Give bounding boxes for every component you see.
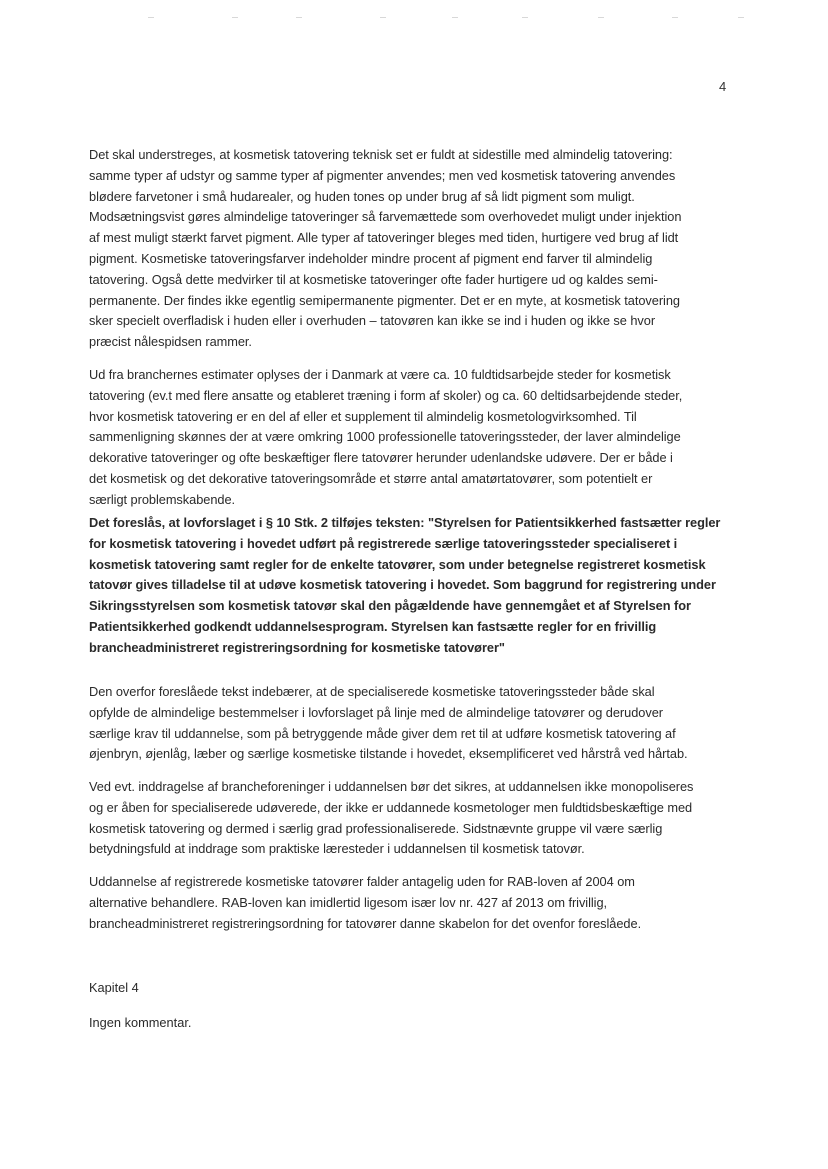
- scan-artifacts: [0, 14, 828, 24]
- paragraph-implications: Den overfor foreslåede tekst indebærer, at de specialiserede kosmetiske tatoveringssteder både skal opfylde de almindelige bestemmelser i lovforslaget på linje med de almindelige tatovører og derudover særlige krav til uddannelse, som på betryggende måde giver dem ret til at udføre kosmetisk tatovering af øjenbryn, øjenlåg, læber og særlige kosmetiske tilstande i hovedet, eksemplificeret ved hårstrå ved hårtab.: [89, 684, 688, 762]
- chapter-heading: Kapitel 4: [89, 980, 139, 995]
- document-body: [89, 145, 734, 946]
- paragraph-proposal: Det foreslås, at lovforslaget i § 10 Stk. 2 tilføjes teksten: "Styrelsen for Patientsikkerhed fastsætter regler for kosmetisk tatovering i hovedet udført på registrerede særlige tatoveringssteder specialiseret i kosmetisk tatovering samt regler for de enkelte tatovører, som under betegnelse registreret kosmetisk tatovør gives tilladelse til at udøve kosmetisk tatovering i hovedet. Som baggrund for registrering under Sikringsstyrelsen som kosmetisk tatovør skal den pågældende have gennemgået et af Styrelsen for Patientsikkerhed godkendt uddannelsesprogram. Styrelsen kan fastsætte regler for en frivillig brancheadministreret registreringsordning for kosmetiske tatovører": [89, 515, 721, 655]
- paragraph-technique: Det skal understreges, at kosmetisk tatovering teknisk set er fuldt at sidestille med almindelig tatovering: samme typer af udstyr og samme typer af pigmenter anvendes; men ved kosmetisk tatovering anvendes blødere farvetoner i små hudarealer, og huden tones op under brug af så lidt pigment som muligt. Modsætningsvist gøres almindelige tatoveringer så farvemættede som overhovedet muligt under injektion af mest muligt stærkt farvet pigment. Alle typer af tatoveringer bleges med tiden, hurtigere ved brug af lidt pigment. Kosmetiske tatoveringsfarver indeholder mindre procent af pigment end farver til almindelig tatovering. Også dette medvirker til at kosmetiske tatoveringer ofte fader hurtigere ud og kaldes semi- permanente. Der findes ikke egentlig semipermanente pigmenter. Det er en myte, at kosmetisk tatovering sker specielt overfladisk i huden eller i overhuden – tatovøren kan ikke se ind i huden og ikke se hvor præcist nålespidsen rammer.: [89, 147, 682, 350]
- chapter-comment: Ingen kommentar.: [89, 1015, 192, 1030]
- paragraph-industry-estimates: Ud fra branchernes estimater oplyses der i Danmark at være ca. 10 fuldtidsarbejde steder for kosmetisk tatovering (ev.t med flere ansatte og etableret træning i form af skoler) og ca. 60 deltidsarbejdende steder, hvor kosmetisk tatovering er en del af eller et supplement til almindelig kosmetologvirksomhed. Til sammenligning skønnes der at være omkring 1000 professionelle tatoveringssteder, der laver almindelige dekorative tatoveringer og ofte beskæftiger flere tatovører herunder udenlandske udøvere. Der er både i det kosmetisk og det dekorative tatoveringsområde et større antal amatørtatovører, som potentielt er særligt problemskabende.: [89, 367, 683, 507]
- paragraph-industry-associations: Ved evt. inddragelse af brancheforeninger i uddannelsen bør det sikres, at uddannelsen ikke monopoliseres og er åben for specialiserede udøverede, der ikke er uddannede kosmetologer men fuldtidsbeskæftige med kosmetisk tatovering og dermed i særlig grad professionaliserede. Sidstnævnte gruppe vil være særlig betydningsfuld at inddrage som praktiske læresteder i uddannelsen til kosmetisk tatovør.: [89, 779, 694, 857]
- page-number: 4: [719, 79, 727, 94]
- paragraph-rab-law: Uddannelse af registrerede kosmetiske tatovører falder antagelig uden for RAB-loven af 2004 om alternative behandlere. RAB-loven kan imidlertid ligesom især lov nr. 427 af 2013 om frivillig, brancheadministreret registreringsordning for tatovører danne skabelon for det ovenfor foreslåede.: [89, 874, 642, 931]
